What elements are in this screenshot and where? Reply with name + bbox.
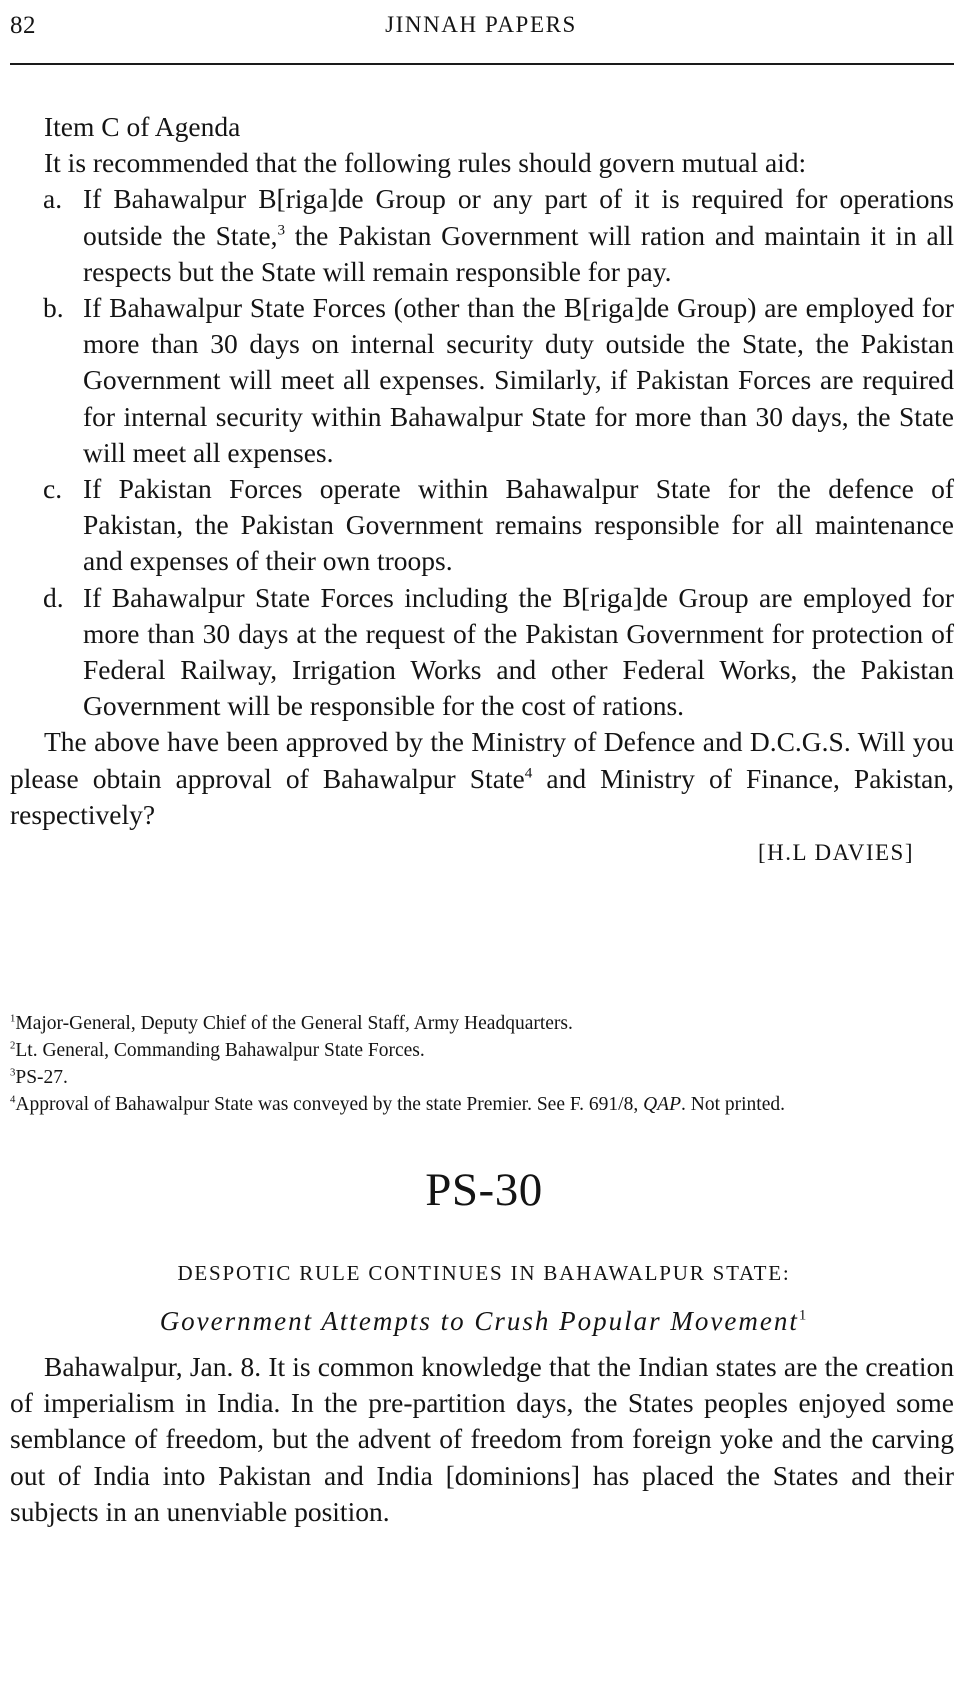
- rule-item: [10, 471, 954, 580]
- footnote: [10, 1064, 954, 1091]
- footnote-text: Lt. General, Commanding Bahawalpur State Forces.: [15, 1040, 425, 1061]
- agenda-closing: [10, 724, 954, 833]
- footnote-text: Major-General, Deputy Chief of the General Staff, Army Headquarters.: [15, 1013, 573, 1034]
- footnote: [10, 1037, 954, 1064]
- subheading-text: Government Attempts to Crush Popular Movement: [159, 1306, 799, 1336]
- running-title: JINNAH PAPERS: [385, 12, 577, 37]
- rule-item: [10, 580, 954, 725]
- footnote-number: 2: [10, 1039, 16, 1052]
- footnote: [10, 1010, 954, 1037]
- footnote-text-continued: . Not printed.: [680, 1094, 785, 1115]
- footnote-number: 4: [10, 1093, 16, 1106]
- footnote: [10, 1091, 954, 1118]
- rule-label: d.: [43, 581, 64, 613]
- rule-text: If Bahawalpur State Forces (other than the B[riga]de Group) are employed for more than 30 days on internal security duty outside the State, the Pakistan Government will meet all expenses. Similarly, if Pakistan Forces are required for internal security within Bahawalpur State for more than 30 days, the State will meet all expenses.: [83, 292, 954, 468]
- footnote-ref: 1: [798, 1307, 809, 1324]
- rule-label: a.: [43, 183, 63, 215]
- rule-text: If Bahawalpur B[riga]de Group or any part of it is required for operations outside the State,: [83, 183, 954, 251]
- document-heading: DESPOTIC RULE CONTINUES IN BAHAWALPUR STATE:: [177, 1261, 791, 1285]
- agenda-item-heading: Item C of Agenda: [44, 111, 241, 142]
- mutual-aid-rules: [10, 181, 954, 724]
- report-paragraph: Bahawalpur, Jan. 8. It is common knowledge that the Indian states are the creation of imperialism in India. In the pre-partition days, the States peoples enjoyed some semblance of freedom, but the advent of freedom from foreign yoke and the carving out of India into Pakistan and India [dominions] has placed the States and their subjects in an unenviable position.: [10, 1351, 954, 1527]
- page-header: [10, 12, 952, 52]
- rule-text: If Pakistan Forces operate within Bahawalpur State for the defence of Pakistan, the Pakistan Government remains responsible for all maintenance and expenses of their own troops.: [83, 473, 954, 577]
- footnote-text: PS-27.: [15, 1067, 68, 1088]
- agenda-section: [10, 109, 954, 869]
- footnote-ref: 4: [524, 765, 533, 782]
- closing-text-continued: and Ministry of Finance, Pakistan, respectively?: [10, 762, 955, 830]
- rule-item: [10, 290, 954, 471]
- rule-text-continued: the Pakistan Government will ration and maintain it in all respects but the State will remain responsible for pay.: [83, 219, 954, 287]
- agenda-intro: It is recommended that the following rules should govern mutual aid:: [44, 147, 807, 179]
- rule-text: If Bahawalpur State Forces including the B[riga]de Group are employed for more than 30 days at the request of the Pakistan Government for protection of Federal Railway, Irrigation Works and other Federal Works, the Pakistan Government will be responsible for the cost of rations.: [83, 581, 954, 722]
- footnote-italic-ref: QAP: [643, 1094, 681, 1115]
- footnote-text: Approval of Bahawalpur State was conveyed by the state Premier. See F. 691/8,: [15, 1094, 644, 1115]
- signature: [H.L DAVIES]: [758, 840, 914, 866]
- footnote-number: 3: [10, 1066, 16, 1079]
- footnotes: [10, 1010, 954, 1118]
- footnote-ref: 3: [277, 222, 286, 239]
- footnote-number: 1: [10, 1012, 16, 1025]
- page-number: 82: [10, 12, 36, 39]
- document-subheading: [0, 1306, 968, 1337]
- report-body: [10, 1349, 954, 1530]
- rule-label: b.: [43, 292, 64, 324]
- rule-label: c.: [43, 473, 63, 505]
- header-rule: [10, 63, 954, 65]
- document-number: PS-30: [425, 1164, 543, 1216]
- closing-text: The above have been approved by the Ministry of Defence and D.C.G.S. Will you please obtain approval of Bahawalpur State: [10, 726, 954, 794]
- rule-item: [10, 181, 954, 290]
